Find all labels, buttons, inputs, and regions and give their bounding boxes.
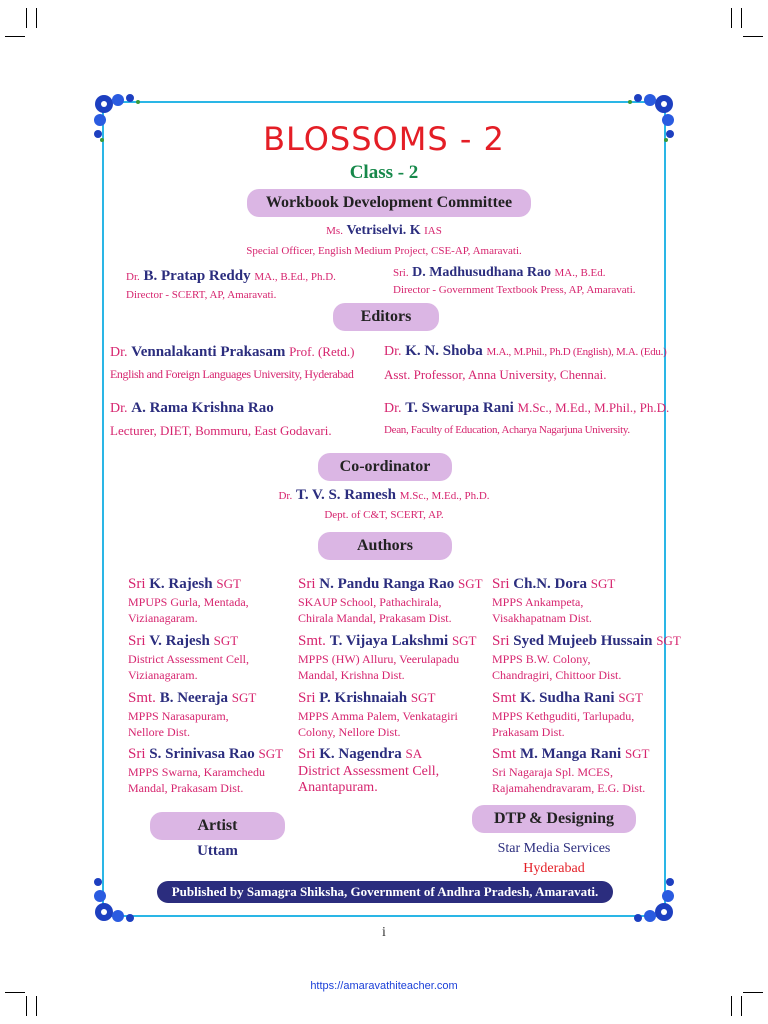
coordinator-heading: Co-ordinator	[318, 453, 452, 481]
flower-ornament-icon	[622, 870, 678, 926]
committee-right-role: Director - Government Textbook Press, AP, Amaravati.	[393, 284, 636, 296]
committee-right: Sri. D. Madhusudhana Rao MA., B.Ed.	[393, 265, 606, 280]
committee-heading: Workbook Development Committee	[247, 189, 531, 217]
committee-left: Dr. B. Pratap Reddy MA., B.Ed., Ph.D.	[126, 268, 336, 284]
publisher-banner: Published by Samagra Shiksha, Government of Andhra Pradesh, Amaravati.	[157, 881, 613, 903]
chief-line: Ms. Vetriselvi. K IAS	[326, 223, 442, 238]
author-entry	[128, 631, 318, 683]
author-name: Sri K. Rajesh SGT	[128, 576, 241, 592]
author-entry	[298, 574, 488, 626]
author-name: Smt K. Sudha Rani SGT	[492, 690, 643, 706]
editor-1: Dr. Vennalakanti Prakasam Prof. (Retd.)	[110, 344, 355, 360]
editor-1-role: English and Foreign Languages University, Hyderabad	[110, 367, 354, 381]
author-entry	[298, 744, 488, 796]
coordinator-line: Dr. T. V. S. Ramesh M.Sc., M.Ed., Ph.D.	[278, 487, 490, 503]
dtp-heading: DTP & Designing	[472, 805, 636, 833]
author-address-line: District Assessment Cell,	[298, 764, 440, 779]
author-address-line: MPPS B.W. Colony,	[492, 652, 591, 666]
flower-ornament-icon	[90, 870, 146, 926]
author-name: Smt. B. Neeraja SGT	[128, 690, 257, 706]
author-name: Smt. T. Vijaya Lakshmi SGT	[298, 633, 477, 649]
dtp-city: Hyderabad	[523, 861, 585, 876]
author-entry	[492, 574, 682, 626]
author-entry	[128, 688, 318, 740]
author-entry	[298, 631, 488, 683]
author-address-line: Rajamahendravaram, E.G. Dist.	[492, 781, 646, 795]
author-entry	[128, 574, 318, 626]
author-entry	[128, 744, 318, 796]
author-entry	[492, 688, 682, 740]
editors-heading: Editors	[333, 303, 439, 331]
authors-heading: Authors	[318, 532, 452, 560]
author-address-line: Nellore Dist.	[128, 725, 190, 739]
author-name: Smt M. Manga Rani SGT	[492, 746, 650, 762]
author-address-line: Visakhapatnam Dist.	[492, 611, 592, 625]
editor-4: Dr. T. Swarupa Rani M.Sc., M.Ed., M.Phil., Ph.D.	[384, 400, 670, 416]
editor-2: Dr. K. N. Shoba M.A., M.Phil., Ph.D (English), M.A. (Edu.)	[384, 343, 667, 359]
author-entry	[298, 688, 488, 740]
author-address-line: Vizianagaram.	[128, 611, 198, 625]
editor-3-role: Lecturer, DIET, Bommuru, East Godavari.	[110, 423, 332, 438]
author-address-line: Mandal, Prakasam Dist.	[128, 781, 244, 795]
chief-role: Special Officer, English Medium Project, CSE-AP, Amaravati.	[246, 245, 522, 257]
author-name: Sri Ch.N. Dora SGT	[492, 576, 616, 592]
book-title: BLOSSOMS - 2	[263, 120, 505, 158]
author-address-line: Colony, Nellore Dist.	[298, 725, 401, 739]
author-address-line: MPUPS Gurla, Mentada,	[128, 595, 249, 609]
author-address-line: Chirala Mandal, Prakasam Dist.	[298, 611, 452, 625]
coordinator-role: Dept. of C&T, SCERT, AP.	[324, 509, 444, 521]
author-address-line: Sri Nagaraja Spl. MCES,	[492, 765, 613, 779]
author-address-line: MPPS Swarna, Karamchedu	[128, 765, 265, 779]
author-name: Sri S. Srinivasa Rao SGT	[128, 746, 284, 762]
author-address-line: MPPS Kethguditi, Tarlupadu,	[492, 709, 635, 723]
author-address-line: Chandragiri, Chittoor Dist.	[492, 668, 622, 682]
author-address-line: MPPS Narasapuram,	[128, 709, 229, 723]
author-address-line: Vizianagaram.	[128, 668, 198, 682]
author-name: Sri P. Krishnaiah SGT	[298, 690, 436, 706]
author-name: Sri K. Nagendra SA	[298, 746, 423, 762]
artist-name: Uttam	[197, 843, 238, 859]
footer-link[interactable]: https://amaravathiteacher.com	[310, 980, 458, 992]
committee-left-role: Director - SCERT, AP, Amaravati.	[126, 289, 277, 301]
editor-4-role: Dean, Faculty of Education, Acharya Nagarjuna University.	[384, 424, 630, 436]
author-address-line: MPPS Ankampeta,	[492, 595, 584, 609]
author-address-line: Mandal, Krishna Dist.	[298, 668, 405, 682]
author-name: Sri N. Pandu Ranga Rao SGT	[298, 576, 483, 592]
author-address-line: Anantapuram.	[298, 780, 378, 795]
author-name: Sri V. Rajesh SGT	[128, 633, 239, 649]
dtp-company: Star Media Services	[497, 841, 611, 856]
author-address-line: SKAUP School, Pathachirala,	[298, 595, 442, 609]
editor-2-role: Asst. Professor, Anna University, Chennai.	[384, 367, 607, 382]
editor-3: Dr. A. Rama Krishna Rao	[110, 400, 274, 416]
author-entry	[492, 631, 682, 683]
author-address-line: Prakasam Dist.	[492, 725, 565, 739]
author-address-line: MPPS (HW) Alluru, Veerulapadu	[298, 652, 460, 666]
page-number: i	[382, 925, 386, 940]
author-address-line: MPPS Amma Palem, Venkatagiri	[298, 709, 458, 723]
artist-heading: Artist	[150, 812, 285, 840]
author-address-line: District Assessment Cell,	[128, 652, 249, 666]
class-label: Class - 2	[349, 162, 419, 183]
author-name: Sri Syed Mujeeb Hussain SGT	[492, 633, 681, 649]
author-entry	[492, 744, 682, 796]
